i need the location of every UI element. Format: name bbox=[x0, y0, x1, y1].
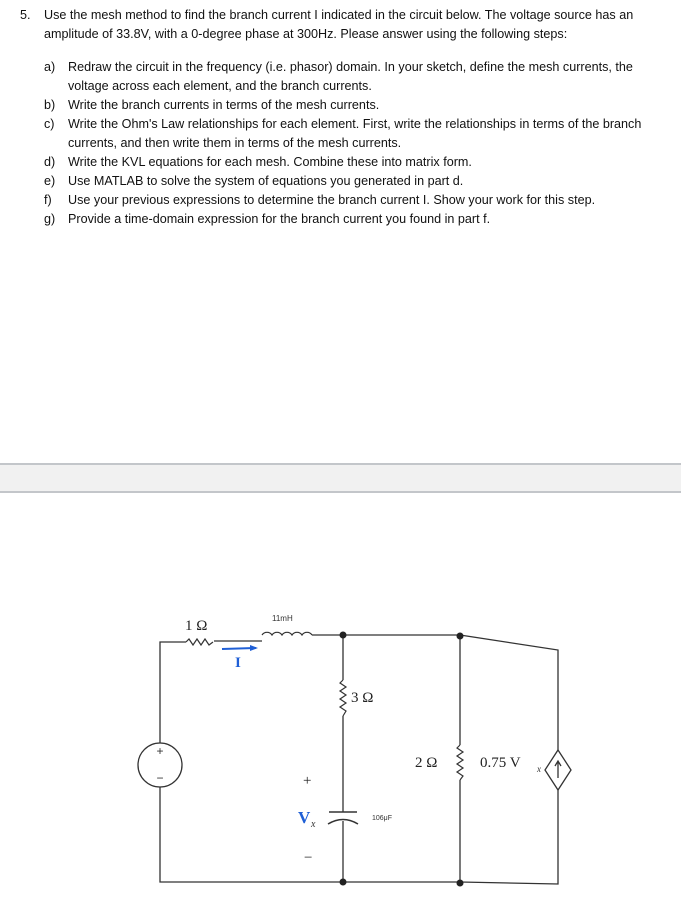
resistor-3ohm bbox=[340, 680, 346, 716]
steps-list bbox=[44, 58, 660, 229]
step-text: Write the branch currents in terms of the mesh currents. bbox=[68, 98, 380, 112]
capacitor-label: 106μF bbox=[372, 815, 392, 822]
step-f bbox=[44, 191, 660, 210]
resistor-1ohm bbox=[186, 639, 213, 645]
step-b bbox=[44, 96, 660, 115]
step-text: Provide a time-domain expression for the branch current you found in part f. bbox=[68, 212, 491, 226]
r1-label: 1 Ω bbox=[185, 618, 208, 634]
voltage-source bbox=[138, 743, 182, 787]
question bbox=[20, 6, 660, 229]
step-label: g) bbox=[44, 212, 56, 226]
inductor bbox=[262, 632, 312, 635]
divider-band bbox=[0, 463, 681, 493]
vx-minus: − bbox=[304, 850, 313, 866]
step-label: f) bbox=[44, 193, 52, 207]
current-label: I bbox=[235, 655, 241, 671]
r2-label: 2 Ω bbox=[415, 755, 438, 771]
step-text: Redraw the circuit in the frequency (i.e. phasor) domain. In your sketch, define the mesh currents, the voltage across each element, and the branch currents. bbox=[68, 60, 633, 93]
nodes bbox=[340, 632, 464, 887]
dependent-current-source bbox=[545, 750, 571, 790]
step-text: Write the KVL equations for each mesh. Combine these into matrix form. bbox=[68, 155, 472, 169]
question-number: 5. bbox=[20, 8, 31, 22]
step-label: b) bbox=[44, 98, 56, 112]
dependent-source-subscript: x bbox=[537, 764, 541, 774]
step-label: e) bbox=[44, 174, 56, 188]
step-text: Use your previous expressions to determine the branch current I. Show your work for this step. bbox=[68, 193, 596, 207]
r3-label: 3 Ω bbox=[351, 690, 374, 706]
question-text: Use the mesh method to find the branch current I indicated in the circuit below. The voltage source has an amplitude of 33.8V, with a 0-degree phase at 300Hz. Please answer using the following steps: bbox=[44, 8, 634, 41]
circuit-diagram bbox=[0, 560, 681, 899]
vx-label: V bbox=[298, 808, 311, 827]
step-g bbox=[44, 210, 660, 229]
step-text: Use MATLAB to solve the system of equations you generated in part d. bbox=[68, 174, 464, 188]
vx-plus: + bbox=[303, 773, 312, 789]
step-label: a) bbox=[44, 60, 56, 74]
step-d bbox=[44, 153, 660, 172]
step-a bbox=[44, 58, 660, 96]
resistor-2ohm bbox=[457, 745, 463, 780]
step-e bbox=[44, 172, 660, 191]
inductor-label: 11mH bbox=[272, 614, 293, 623]
step-label: c) bbox=[44, 117, 55, 131]
svg-text:+: + bbox=[156, 744, 164, 758]
step-label: d) bbox=[44, 155, 56, 169]
dependent-source-label: 0.75 V bbox=[480, 755, 521, 771]
step-c bbox=[44, 115, 660, 153]
svg-text:−: − bbox=[156, 771, 164, 785]
step-text: Write the Ohm's Law relationships for each element. First, write the relationships in terms of the branch currents, and then write them in terms of the mesh currents. bbox=[68, 117, 642, 150]
vx-subscript: x bbox=[311, 819, 316, 830]
